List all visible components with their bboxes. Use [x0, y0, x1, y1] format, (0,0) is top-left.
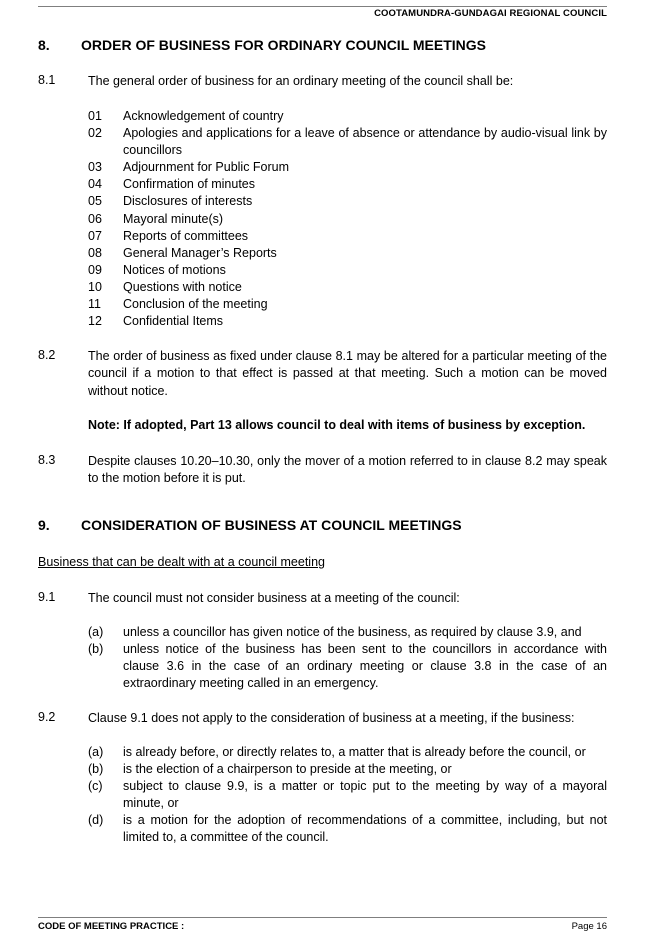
list-item: 06 Mayoral minute(s) [88, 211, 224, 226]
subheading: Business that can be dealt with at a council meeting [38, 555, 325, 569]
list-item: (c) subject to clause 9.9, is a matter or topic put to the meeting by way of a mayoral minute, or [88, 779, 607, 811]
list-item: 01 Acknowledgement of country [88, 109, 284, 123]
list-item: 05 Disclosures of interests [88, 194, 253, 209]
list-item: 11 Conclusion of the meeting [88, 297, 268, 312]
list-item: (b) unless notice of the business has been sent to the councillors in accordance with clause 3.6 in the case of an ordinary meeting or clause 3.8 in the case of an extraordinary meeting called in an emergency. [88, 642, 607, 691]
list-item: (d) is a motion for the adoption of recommendations of a committee, including, but not limited to, a committee of the council. [88, 813, 607, 845]
list-item: 03 Adjournment for Public Forum [88, 160, 290, 175]
list-item: (a) is already before, or directly relates to, a matter that is already before the council, or [88, 745, 586, 759]
section-title: ORDER OF BUSINESS FOR ORDINARY COUNCIL MEETINGS [81, 37, 486, 53]
list-item: 08 General Manager’s Reports [88, 245, 277, 260]
section-number: 9. [38, 517, 50, 533]
header-org: COOTAMUNDRA-GUNDAGAI REGIONAL COUNCIL [374, 8, 607, 19]
list-item: 10 Questions with notice [88, 279, 242, 294]
order-of-business-list [88, 108, 607, 330]
clause-text: The general order of business for an ordinary meeting of the council shall be: [88, 74, 514, 88]
clause-9-1-list [88, 624, 607, 692]
clause-number: 8.1 [38, 73, 56, 87]
clause-text: Clause 9.1 does not apply to the consideration of business at a meeting, if the business: [88, 711, 575, 725]
clause-number: 9.2 [38, 710, 56, 724]
note-exception: Note: If adopted, Part 13 allows council to deal with items of business by exception. [88, 418, 586, 432]
header-rule [38, 6, 607, 7]
clause-number: 8.2 [38, 348, 56, 362]
list-item: 04 Confirmation of minutes [88, 177, 256, 192]
section-title: CONSIDERATION OF BUSINESS AT COUNCIL MEETINGS [81, 517, 462, 533]
footer-page-number: Page 16 [571, 921, 607, 932]
clause-9-2-list [88, 744, 607, 847]
clause-text: The order of business as fixed under clause 8.1 may be altered for a particular meeting of the council if a motion to that effect is passed at that meeting. Such a motion can be moved without notice. [88, 349, 607, 398]
list-item: 02 Apologies and applications for a leave of absence or attendance by audio-visual link by councillors [88, 126, 607, 158]
list-item: 12 Confidential Items [88, 314, 224, 329]
list-item: (a) unless a councillor has given notice of the business, as required by clause 3.9, and [88, 625, 582, 639]
clause-text: The council must not consider business at a meeting of the council: [88, 591, 460, 605]
list-item: 07 Reports of committees [88, 228, 249, 243]
clause-number: 9.1 [38, 590, 56, 604]
footer-document-title: CODE OF MEETING PRACTICE : [38, 921, 185, 932]
section-number: 8. [38, 37, 50, 53]
footer-rule [38, 917, 607, 918]
clause-number: 8.3 [38, 453, 56, 467]
list-item: 09 Notices of motions [88, 262, 226, 277]
list-item: (b) is the election of a chairperson to preside at the meeting, or [88, 762, 452, 777]
clause-text: Despite clauses 10.20–10.30, only the mover of a motion referred to in clause 8.2 may speak to the motion before it is put. [88, 454, 607, 486]
